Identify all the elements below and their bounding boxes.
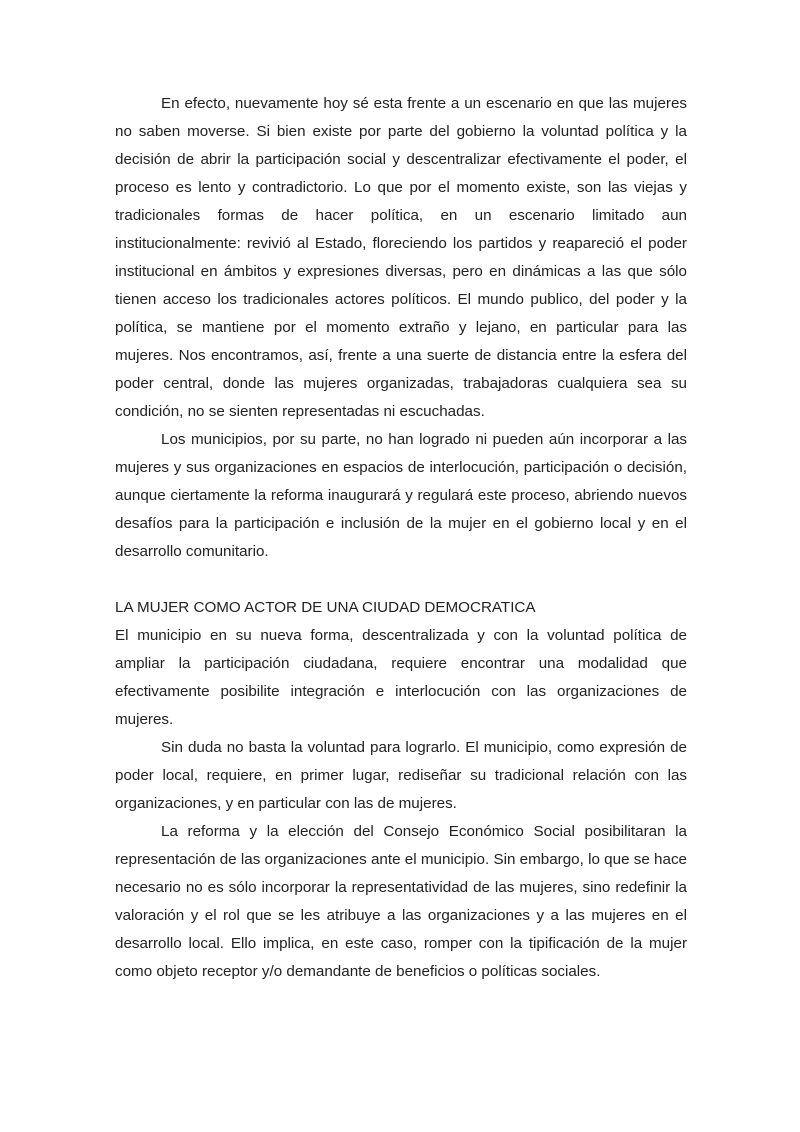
- paragraph-2: Los municipios, por su parte, no han logrado ni pueden aún incorporar a las mujeres y sus organizaciones en espacios de interlocución, participación o decisión, aunque ciertamente la reforma inaugurará y regulará este proceso, abriendo nuevos desafíos para la participación e inclusión de la mujer en el gobierno local y en el desarrollo comunitario.: [115, 431, 687, 560]
- paragraph-1: En efecto, nuevamente hoy sé esta frente a un escenario en que las mujeres no saben moverse. Si bien existe por parte del gobierno la voluntad política y la decisión de abrir la participación social y descentralizar efectivamente el poder, el proceso es lento y contradictorio. Lo que por el momento existe, son las viejas y tradicionales formas de hacer política, en un escenario limitado aun institucionalmente: revivió al Estado, floreciendo los partidos y reapareció el poder institucional en ámbitos y expresiones diversas, pero en dinámicas a las que sólo tienen acceso los tradicionales actores políticos. El mundo publico, del poder y la política, se mantiene por el momento extraño y lejano, en particular para las mujeres. Nos encontramos, así, frente a una suerte de distancia entre la esfera del poder central, donde las mujeres organizadas, trabajadoras cualquiera sea su condición, no se sienten representadas ni escuchadas.: [115, 95, 687, 420]
- paragraph-4: Sin duda no basta la voluntad para lograrlo. El municipio, como expresión de poder local, requiere, en primer lugar, rediseñar su tradicional relación con las organizaciones, y en particular con las de mujeres.: [115, 739, 687, 812]
- paragraph-5: La reforma y la elección del Consejo Económico Social posibilitaran la representación de las organizaciones ante el municipio. Sin embargo, lo que se hace necesario no es sólo incorporar la representatividad de las mujeres, sino redefinir la valoración y el rol que se les atribuye a las organizaciones y a las mujeres en el desarrollo local. Ello implica, en este caso, romper con la tipificación de la mujer como objeto receptor y/o demandante de beneficios o políticas sociales.: [115, 823, 687, 980]
- paragraph-3: El municipio en su nueva forma, descentralizada y con la voluntad política de ampliar la participación ciudadana, requiere encontrar una modalidad que efectivamente posibilite integración e interlocución con las organizaciones de mujeres.: [115, 627, 687, 728]
- document-page: [115, 90, 687, 986]
- section-heading: LA MUJER COMO ACTOR DE UNA CIUDAD DEMOCRATICA: [115, 599, 536, 616]
